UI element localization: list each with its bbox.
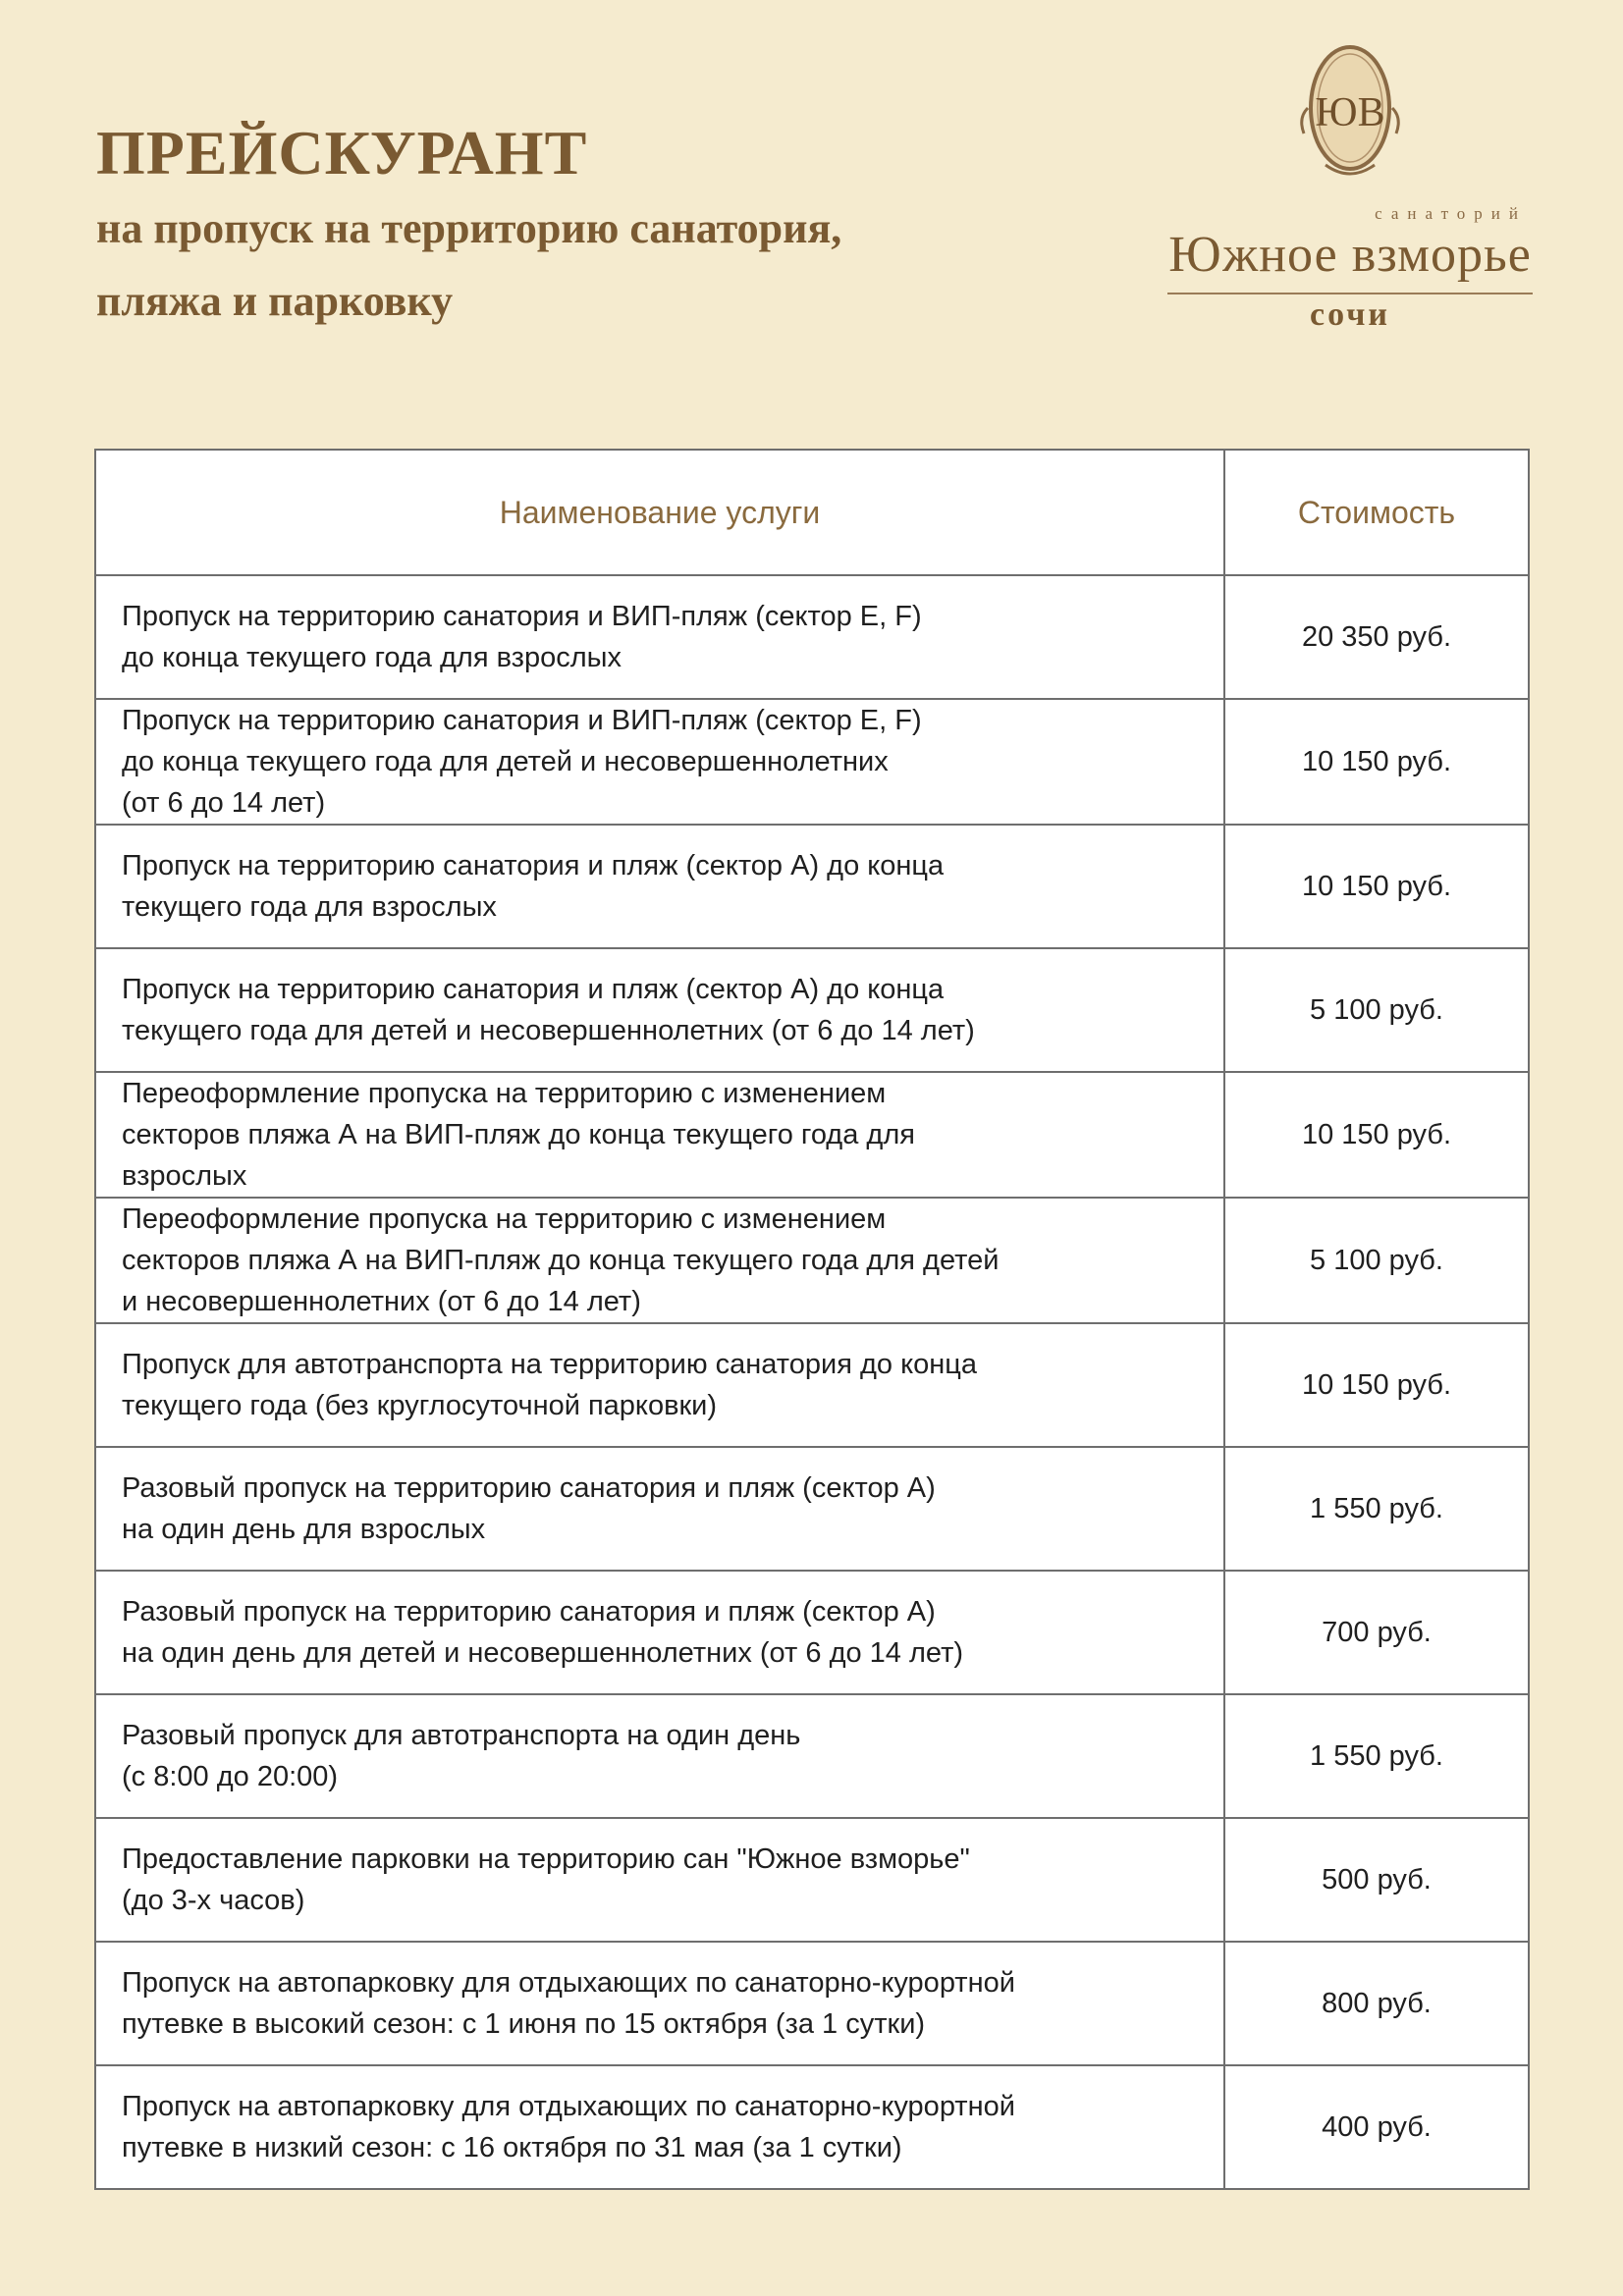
service-price: 400 руб. (1224, 2065, 1529, 2189)
service-price: 500 руб. (1224, 1818, 1529, 1942)
table-row (95, 1323, 1529, 1447)
page-header (96, 118, 841, 334)
column-header-service: Наименование услуги (95, 450, 1224, 575)
table-row (95, 1072, 1529, 1198)
service-price: 5 100 руб. (1224, 948, 1529, 1072)
monogram-emblem-icon (1296, 39, 1404, 187)
table-row (95, 1818, 1529, 1942)
service-name: Пропуск на территорию санатория и ВИП-пляж (сектор E, F) до конца текущего года для взрослых (95, 575, 1224, 699)
service-name: Пропуск на территорию санатория и пляж (сектор А) до конца текущего года для детей и несовершеннолетних (от 6 до 14 лет) (95, 948, 1224, 1072)
table-row (95, 699, 1529, 825)
service-name: Пропуск на автопарковку для отдыхающих по санаторно-курортной путевке в низкий сезон: с 16 октября по 31 мая (за 1 сутки) (95, 2065, 1224, 2189)
sanatorium-logo (1163, 39, 1537, 334)
table-row (95, 825, 1529, 948)
service-name: Разовый пропуск на территорию санатория и пляж (сектор А) на один день для детей и несовершеннолетних (от 6 до 14 лет) (95, 1571, 1224, 1694)
service-price: 10 150 руб. (1224, 825, 1529, 948)
service-name: Разовый пропуск на территорию санатория и пляж (сектор А) на один день для взрослых (95, 1447, 1224, 1571)
page-subtitle-line1: на пропуск на территорию санатория, (96, 204, 842, 252)
table-row (95, 1198, 1529, 1323)
service-price: 10 150 руб. (1224, 1323, 1529, 1447)
service-price: 800 руб. (1224, 1942, 1529, 2065)
service-name: Переоформление пропуска на территорию с изменением секторов пляжа А на ВИП-пляж до конца текущего года для взрослых (95, 1072, 1224, 1198)
table-row (95, 1694, 1529, 1818)
service-name: Пропуск на территорию санатория и пляж (сектор А) до конца текущего года для взрослых (95, 825, 1224, 948)
logo-name: Южное взморье (1168, 227, 1532, 283)
service-price: 1 550 руб. (1224, 1694, 1529, 1818)
service-name: Переоформление пропуска на территорию с изменением секторов пляжа А на ВИП-пляж до конца текущего года для детей и несовершеннолетних (от 6 до 14 лет) (95, 1198, 1224, 1323)
logo-caption: санаторий (1375, 204, 1527, 223)
table-row (95, 948, 1529, 1072)
service-name: Пропуск на территорию санатория и ВИП-пляж (сектор E, F) до конца текущего года для детей и несовершеннолетних (от 6 до 14 лет) (95, 699, 1224, 825)
table-row (95, 1942, 1529, 2065)
page-title: ПРЕЙСКУРАНТ (96, 118, 588, 187)
svg-text:ЮВ: ЮВ (1315, 90, 1385, 135)
logo-city: сочи (1310, 296, 1390, 333)
table-row (95, 575, 1529, 699)
service-price: 10 150 руб. (1224, 1072, 1529, 1198)
service-name: Пропуск для автотранспорта на территорию санатория до конца текущего года (без круглосуточной парковки) (95, 1323, 1224, 1447)
service-price: 5 100 руб. (1224, 1198, 1529, 1323)
page-subtitle-line2: пляжа и парковку (96, 277, 454, 325)
column-header-price: Стоимость (1224, 450, 1529, 575)
service-name: Пропуск на автопарковку для отдыхающих по санаторно-курортной путевке в высокий сезон: с 1 июня по 15 октября (за 1 сутки) (95, 1942, 1224, 2065)
service-price: 10 150 руб. (1224, 699, 1529, 825)
logo-divider (1167, 293, 1533, 294)
table-header-row (95, 450, 1529, 575)
table-row (95, 1447, 1529, 1571)
table-row (95, 2065, 1529, 2189)
table-row (95, 1571, 1529, 1694)
service-price: 20 350 руб. (1224, 575, 1529, 699)
service-name: Разовый пропуск для автотранспорта на один день (с 8:00 до 20:00) (95, 1694, 1224, 1818)
price-table (94, 449, 1530, 2190)
service-price: 700 руб. (1224, 1571, 1529, 1694)
service-price: 1 550 руб. (1224, 1447, 1529, 1571)
service-name: Предоставление парковки на территорию сан "Южное взморье" (до 3-х часов) (95, 1818, 1224, 1942)
